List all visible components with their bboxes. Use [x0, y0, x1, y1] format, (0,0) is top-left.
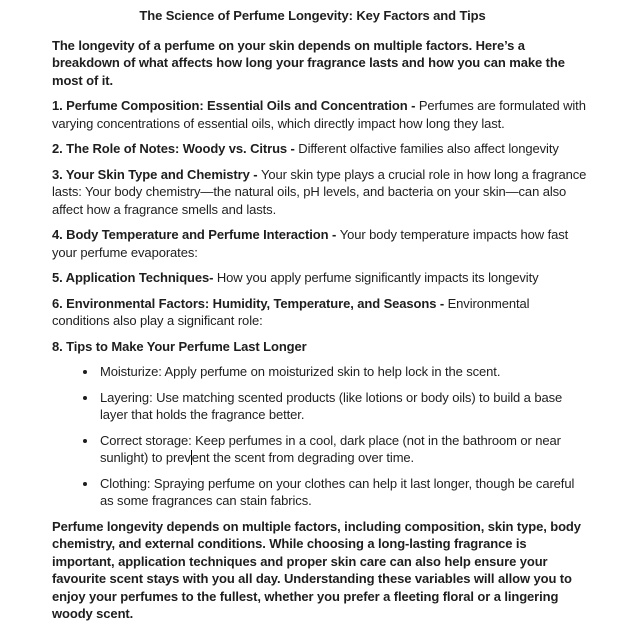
section-6-paragraph[interactable] [52, 295, 589, 330]
tip-item-layering[interactable] [98, 389, 589, 424]
document-title[interactable]: The Science of Perfume Longevity: Key Factors and Tips [139, 8, 486, 23]
tip-item-clothing[interactable] [98, 475, 589, 510]
section-1-paragraph[interactable] [52, 97, 589, 132]
section-2-body: Different olfactive families also affect longevity [298, 141, 559, 156]
section-1-body: Perfumes are formulated with varying concentrations of essential oils, which directly impact how long they last. [52, 98, 586, 131]
tip-text: Clothing: Spraying perfume on your clothes can help it last longer, though be careful as some fragrances can stain fabrics. [100, 475, 575, 508]
tip-text: Layering: Use matching scented products (like lotions or body oils) to build a base layer that holds the fragrance better. [100, 389, 563, 422]
section-1-heading: 1. Perfume Composition: Essential Oils and Concentration - [52, 98, 419, 113]
tips-heading[interactable]: 8. Tips to Make Your Perfume Last Longer [52, 338, 307, 354]
tip-text: Moisturize: Apply perfume on moisturized skin to help lock in the scent. [100, 364, 501, 379]
section-5-body: How you apply perfume significantly impacts its longevity [216, 270, 539, 285]
conclusion-paragraph[interactable]: Perfume longevity depends on multiple factors, including composition, skin type, body chemistry, and external conditions. While choosing a long-lasting fragrance is important, application techniques and proper skin care can also help ensure your favourite scent stays with you all day. Understanding these variables will allow you to enjoy your perfumes to the fullest, whether you prefer a fleeting floral or a lingering woody scent. [52, 518, 581, 621]
tip-text-after-caret: ent the scent from degrading over time. [191, 450, 415, 465]
tips-list [52, 363, 589, 510]
section-4-heading: 4. Body Temperature and Perfume Interaction - [52, 227, 340, 242]
section-3-paragraph[interactable] [52, 166, 589, 219]
section-4-body: Your body temperature impacts how fast your perfume evaporates: [52, 227, 569, 260]
tip-item-moisturize[interactable] [98, 363, 589, 381]
section-5-paragraph[interactable] [52, 269, 589, 287]
tip-item-storage[interactable] [98, 432, 589, 467]
tip-text-before-caret: Correct storage: Keep perfumes in a cool, dark place (not in the bathroom or near sunlight) to prev [100, 432, 561, 465]
intro-paragraph[interactable]: The longevity of a perfume on your skin depends on multiple factors. Here’s a breakdown of what affects how long your fragrance lasts and how you can make the most of it. [52, 37, 565, 88]
section-3-heading: 3. Your Skin Type and Chemistry - [52, 166, 261, 182]
section-4-paragraph[interactable] [52, 226, 589, 261]
section-5-heading: 5. Application Techniques- [52, 270, 217, 285]
section-2-paragraph[interactable] [52, 140, 589, 158]
section-6-body: Environmental conditions also play a significant role: [52, 295, 530, 328]
section-6-heading: 6. Environmental Factors: Humidity, Temperature, and Seasons - [52, 295, 448, 311]
section-3-body: Your skin type plays a crucial role in how long a fragrance lasts: Your body chemistry—the natural oils, pH levels, and bacteria on your skin—can also affect how a fragrance smells and lasts. [52, 166, 587, 217]
section-2-heading: 2. The Role of Notes: Woody vs. Citrus - [52, 141, 299, 156]
